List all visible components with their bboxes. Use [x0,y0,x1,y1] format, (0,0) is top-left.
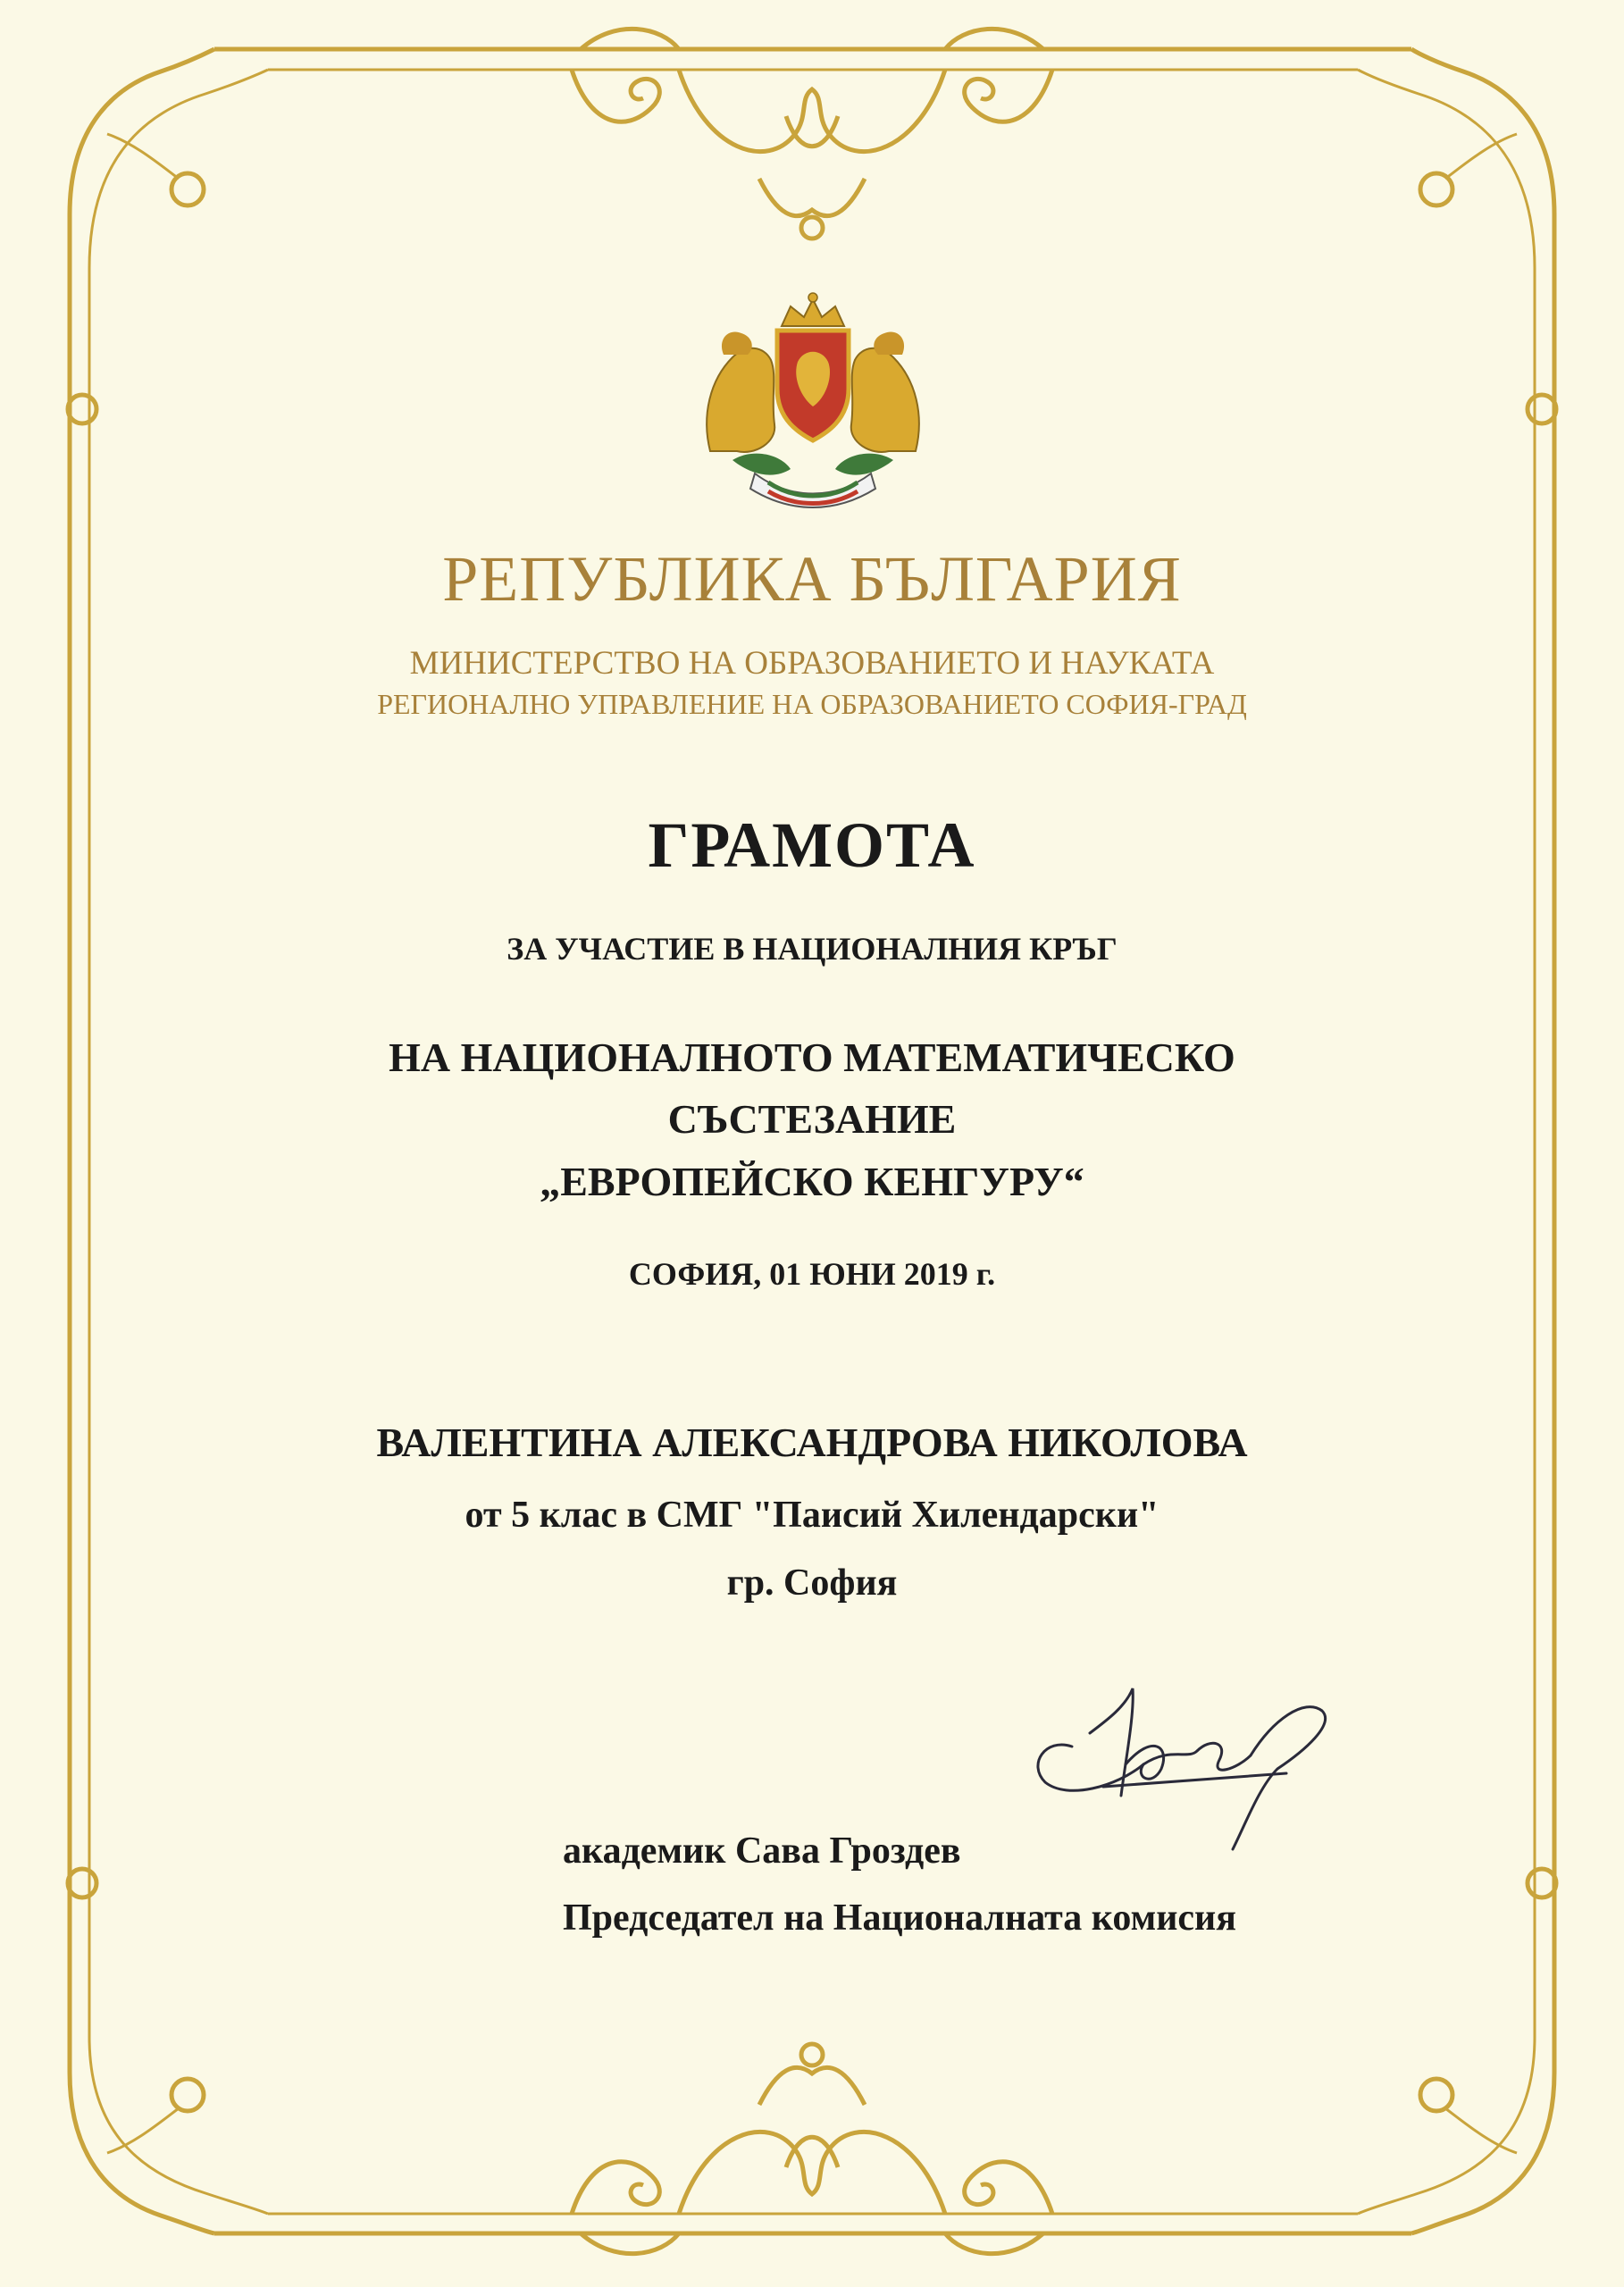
country-title: РЕПУБЛИКА БЪЛГАРИЯ [442,543,1182,615]
certificate-subtitle: ЗА УЧАСТИЕ В НАЦИОНАЛНИЯ КРЪГ [506,931,1118,967]
signatory-name: академик Сава Гроздев [563,1830,961,1872]
place-date: СОФИЯ, 01 ЮНИ 2019 г. [628,1256,996,1292]
recipient-class-school: от 5 клас в СМГ "Паисий Хилендарски" [465,1495,1159,1536]
signatory-role: Председател на Националната комисия [563,1897,1236,1939]
certificate-title: ГРАМОТА [648,809,976,881]
handwritten-signature [1018,1680,1358,1858]
regional-office: РЕГИОНАЛНО УПРАВЛЕНИЕ НА ОБРАЗОВАНИЕТО СОФИЯ-ГРАД [377,688,1247,720]
recipient-name: ВАЛЕНТИНА АЛЕКСАНДРОВА НИКОЛОВА [376,1420,1248,1465]
ministry-name: МИНИСТЕРСТВО НА ОБРАЗОВАНИЕТО И НАУКАТА [409,645,1215,682]
coat-of-arms-emblem [692,290,933,514]
event-line: „ЕВРОПЕЙСКО КЕНГУРУ“ [540,1159,1084,1204]
event-line: СЪСТЕЗАНИЕ [667,1096,957,1142]
recipient-city: гр. София [726,1562,898,1604]
event-line: НА НАЦИОНАЛНОТО МАТЕМАТИЧЕСКО [389,1035,1235,1080]
